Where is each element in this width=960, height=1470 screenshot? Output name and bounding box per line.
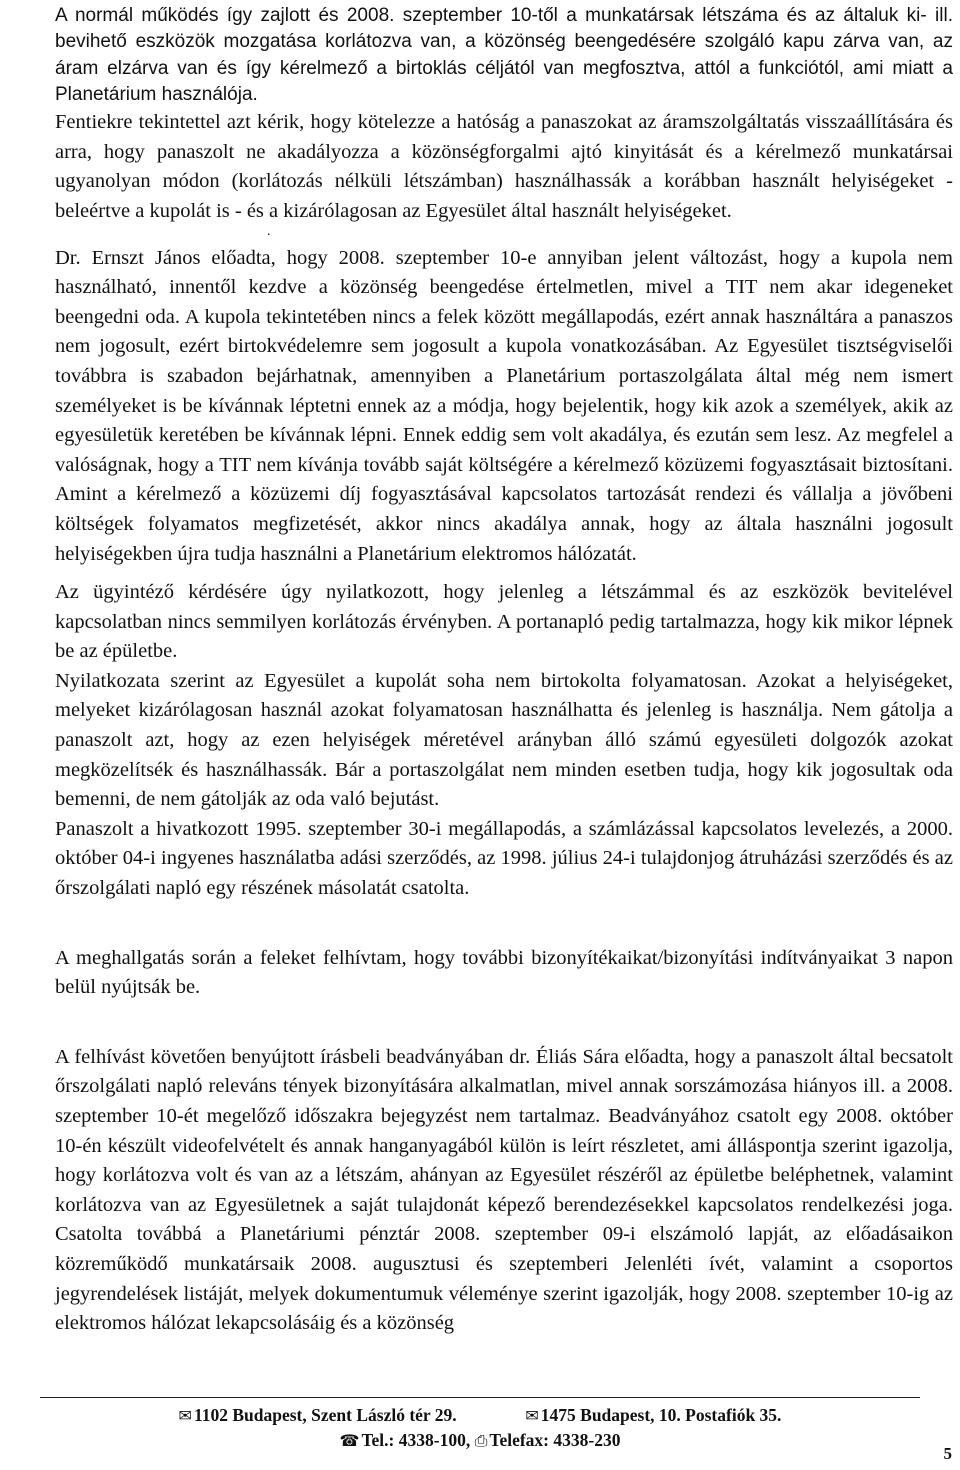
document-page [55,0,953,1339]
separator-dot: . [267,223,271,239]
mailbox-icon: ✉ [525,1406,539,1425]
paragraph-request: Fentiekre tekintettel azt kérik, hogy kötelezze a hatóság a panaszokat az áramszolgáltatás visszaállítására és arra, hogy panaszolt ne akadályozza a közönségforgalmi ajtó kinyitását és a kérelmező munkatársai ugyanolyan módon (korlátozás nélküli létszámban) használhassák a korábban használt helyiségeket - beleértve a kupolát is - és a kizárólagosan az Egyesület által használt helyiségeket. [55,111,953,222]
paragraph-declaration: Nyilatkozata szerint az Egyesület a kupolát soha nem birtokolta folyamatosan. Azokat a helyiségeket, melyeket kizárólagosan használ azokat folyamatosan használhatta és jelenleg is használja. Nem gátolja a panaszolt azt, hogy az ezen helyiségek méretével arányban álló számú egyesületi dolgozók azokat megközelítsék és használhassák. Bár a portaszolgálat nem minden esetben tudja, hogy kik jogosultak oda bemenni, de nem gátolják az oda való bejutást. [55,669,953,811]
paragraph-attachments: Panaszolt a hivatkozott 1995. szeptember 30-i megállapodás, a számlázással kapcsolatos levelezés, a 2000. október 04-i ingyenes használatba adási szerződés, az 1998. július 24-i tulajdonjog átruházási szerződés és az őrszolgálati napló egy részének másolatát csatolta. [55,817,953,900]
footer-postbox: 1475 Budapest, 10. Postafiók 35. [540,1405,782,1425]
footer-divider [40,1397,920,1398]
paragraph-ernszt-statement: Dr. Ernszt János előadta, hogy 2008. szeptember 10-e annyiban jelent változást, hogy a kupola nem használható, innentől kezdve a közönség beengedése értelmetlen, mivel a TIT nem akar idegeneket beengedni oda. A kupola tekintetében nincs a felek között megállapodás, ezért annak használtára a panaszos nem jogosult, ezért birtokvédelemre sem jogosult a kupola vonatkozásában. Az Egyesület tisztségviselői továbbra is szabadon bejárhatnak, amennyiben a Planetárium portaszolgálata által még nem ismert személyeket is be kívánnak léptetni ennek az a módja, hogy bejelentik, hogy kik azok a személyek, akik az egyesületük keretében be kívánnak lépni. Ennek eddig sem volt akadálya, és ezután sem lesz. Az megfelel a valóságnak, hogy a TIT nem kívánja tovább saját költségére a kérelmező közüzemi fogyasztásait biztosítani. Amint a kérelmező a közüzemi díj fogyasztásával kapcsolatos tartozását rendezi és vállalja a jövőbeni költségek folyamatos megfizetését, akkor nincs akadálya annak, hogy az általa használni jogosult helyiségekben újra tudja használni a Planetárium elektromos hálózatát. [55,246,953,565]
paragraph-clerk-question: Az ügyintéző kérdésére úgy nyilatkozott, hogy jelenleg a létszámmal és az eszközök bevitelével kapcsolatban nincs semmilyen korlátozás érvényben. A portanapló pedig tartalmazza, hogy kik mikor lépnek be az épületbe. [55,581,953,663]
paragraph-submission: A felhívást követően benyújtott írásbeli beadványában dr. Éliás Sára előadta, hogy a panaszolt által becsatolt őrszolgálati napló releváns tények bizonyítására alkalmatlan, mivel annak sorszámozása hiányos ill. a 2008. szeptember 10-ét megelőző időszakra bejegyzést nem tartalmaz. Beadványához csatolt egy 2008. október 10-én készült videofelvételt és annak hanganyagából külön is leírt részletet, ami álláspontja szerint igazolja, hogy korlátozva volt és van az a létszám, ahányan az Egyesület részéről az épületbe beléphetnek, valamint korlátozva van az Egyesületnek a saját tulajdonát képező berendezésekkel kapcsolatos rendelkezési joga. Csatolta továbbá a Planetáriumi pénztár 2008. szeptember 09-i elszámoló lapját, az előadásaikon közreműködő munkatársaik 2008. augusztusi és szeptemberi Jelenléti ívét, valamint a csoportos jegyrendelések listáját, melyek dokumentumuk véleménye szerint igazolják, hogy 2008. szeptember 10-ig az elektromos hálózat lekapcsolásáig és a közönség [55,1045,953,1335]
footer-address-line [0,1405,960,1426]
footer-contact-line [0,1430,960,1451]
paragraph-normal-operation: A normál működés így zajlott és 2008. szeptember 10-től a munkatársak létszáma és az általuk ki- ill. bevihető eszközök mozgatása korlátozva van, a közönség beengedésére szolgáló kapu zárva van, az áram elzárva van és így kérelmező a birtoklás céljától van megfosztva, attól a funkciótól, ami miatt a Planetárium használója. [55,5,953,105]
footer-phone: Tel.: 4338-100, [361,1430,471,1450]
envelope-icon: ✉ [178,1406,192,1425]
telephone-icon: ☎ [339,1431,360,1450]
footer-address: 1102 Budapest, Szent László tér 29. [193,1405,457,1425]
footer-fax: Telefax: 4338-230 [489,1430,621,1450]
paragraph-hearing: A meghallgatás során a feleket felhívtam, hogy további bizonyítékaikat/bizonyítási indítványaikat 3 napon belül nyújtsák be. [55,946,953,999]
fax-icon: ⎙ [474,1431,488,1450]
page-number: 5 [943,1444,952,1463]
